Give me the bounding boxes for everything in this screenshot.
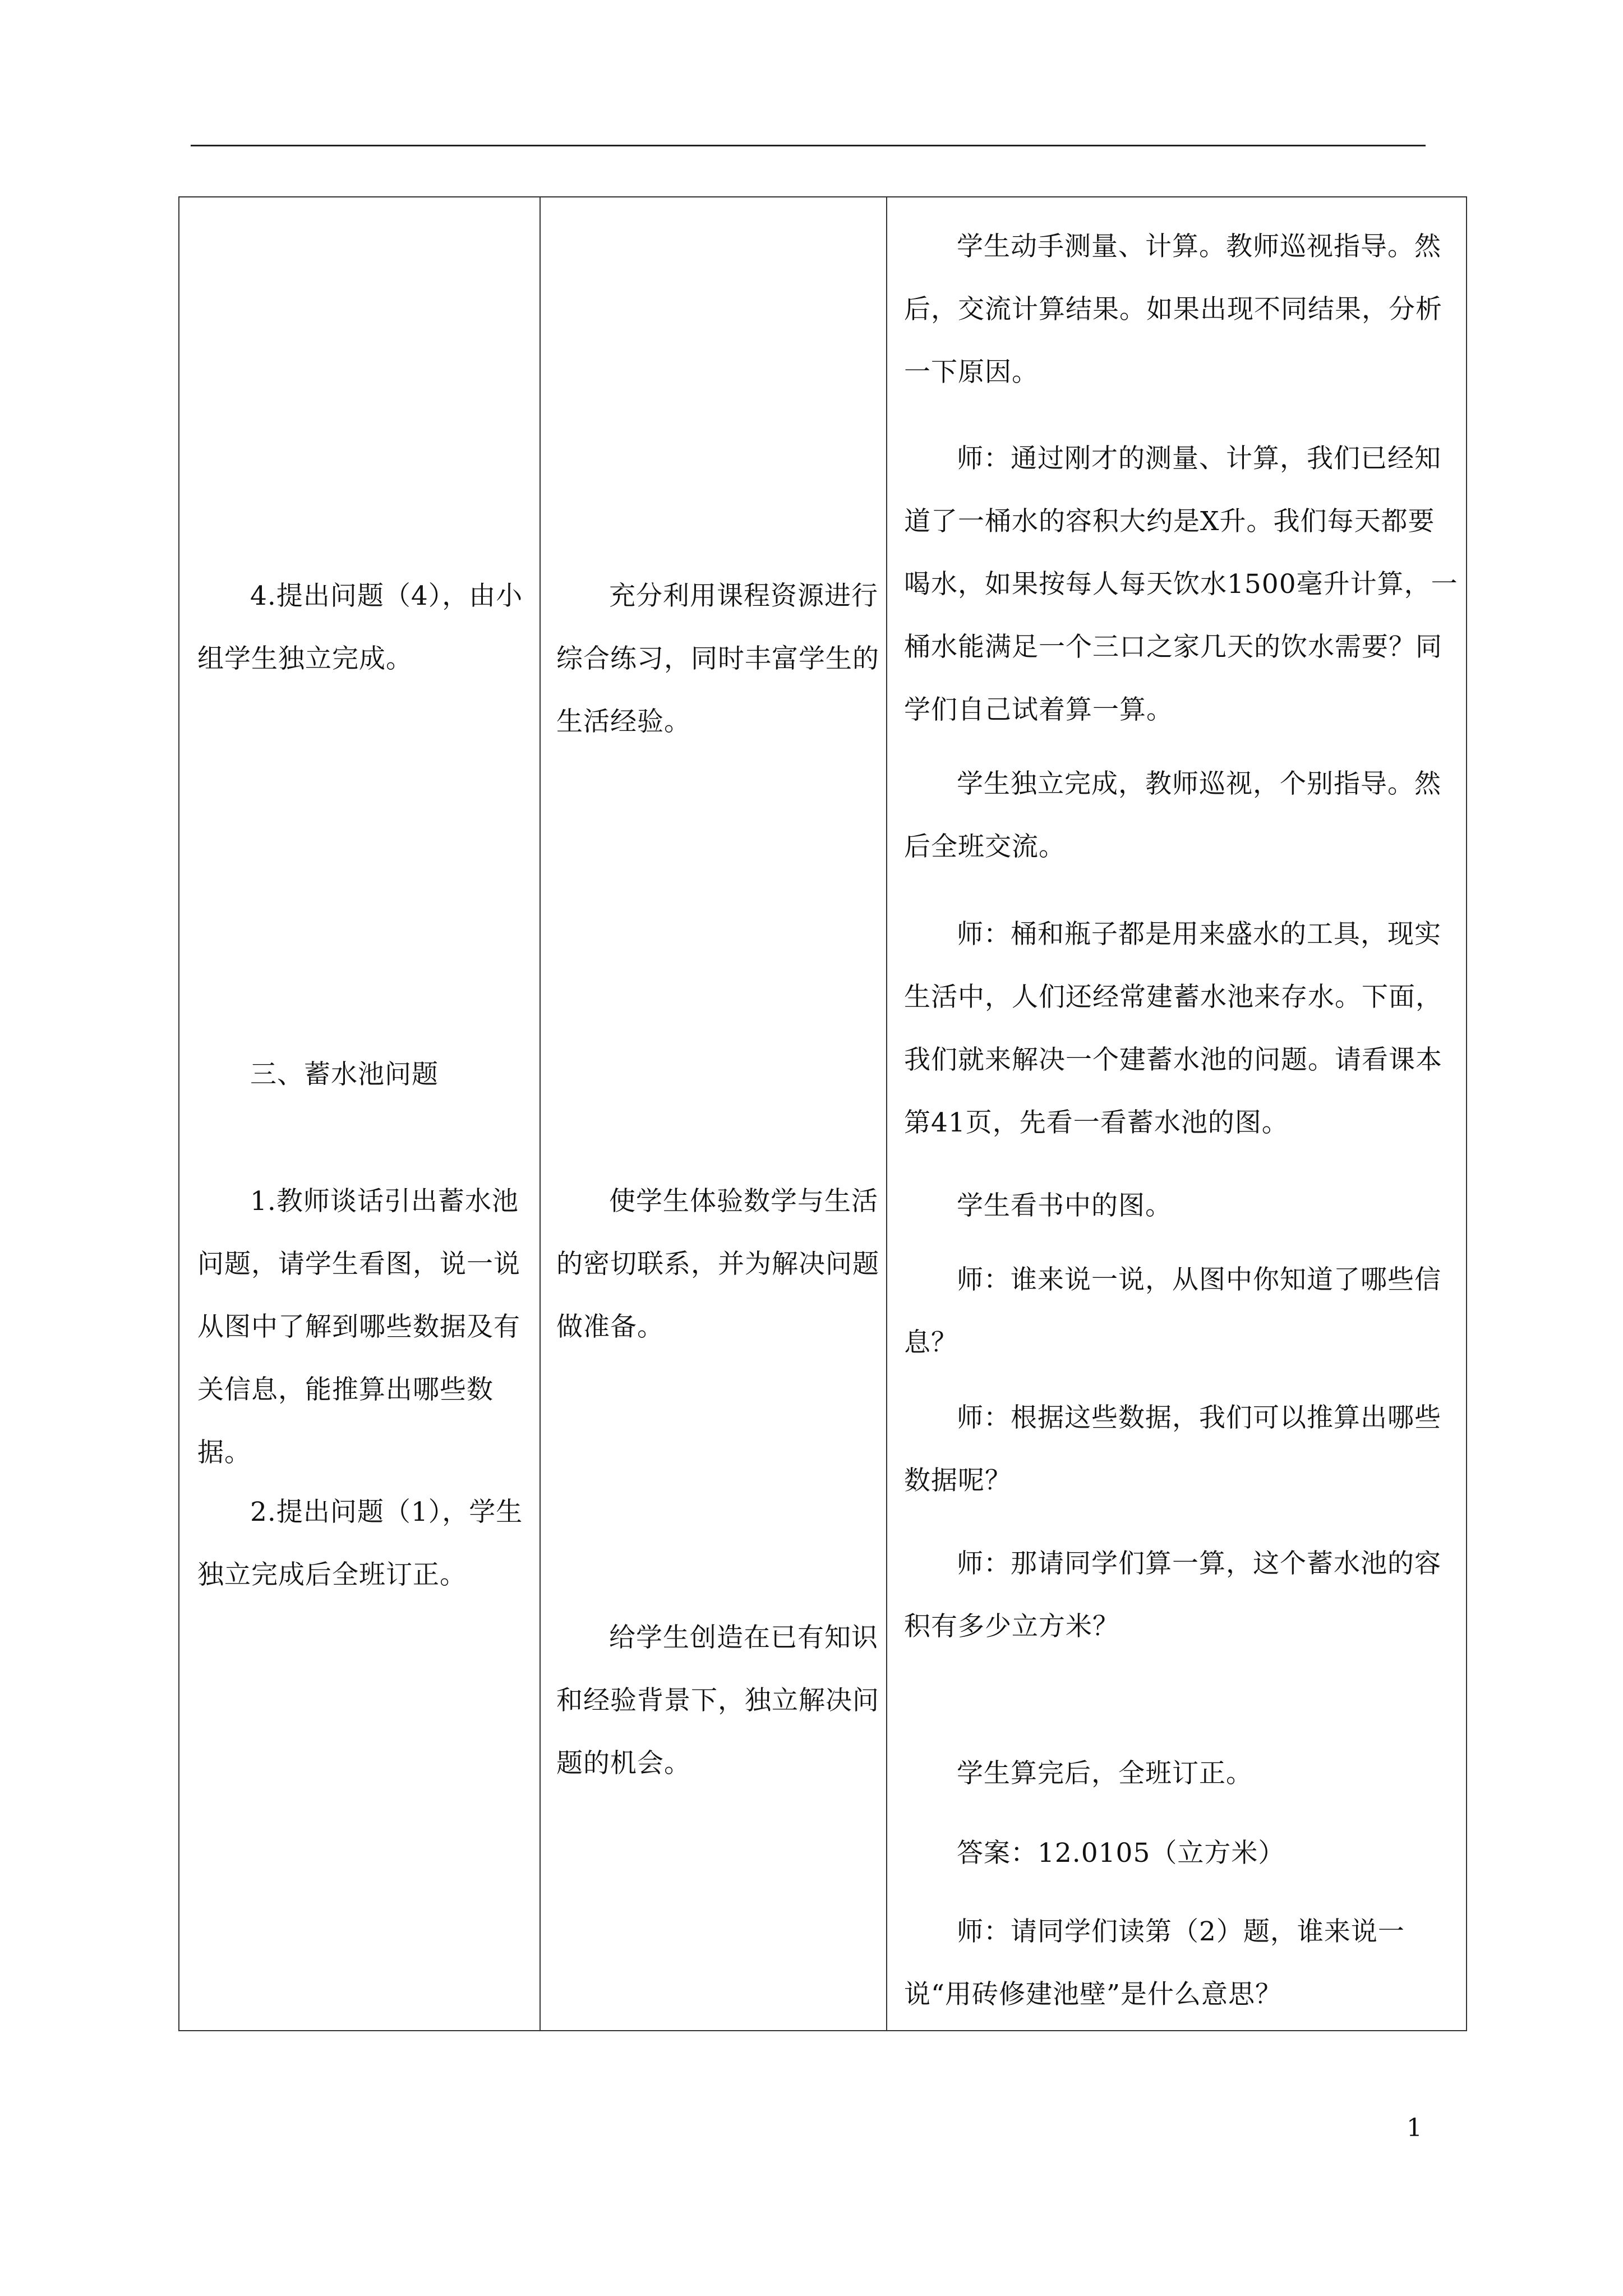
dialogue-paragraph-7: 师：根据这些数据，我们可以推算出哪些数据呢？ [904, 1402, 1441, 1496]
table-row [179, 197, 1467, 2031]
dialogue-paragraph-11: 师：请同学们读第（2）题，谁来说一说“用砖修建池壁”是什么意思？ [904, 1916, 1405, 2010]
teaching-process-column [179, 197, 540, 2031]
design-intent-column [540, 197, 887, 2031]
page-number: 1 [1407, 2114, 1422, 2142]
dialogue-paragraph-8: 师：那请同学们算一算，这个蓄水池的容积有多少立方米？ [904, 1548, 1441, 1642]
dialogue-paragraph-1: 学生动手测量、计算。教师巡视指导。然后，交流计算结果。如果出现不同结果，分析一下原因。 [904, 231, 1442, 388]
header-rule [191, 145, 1426, 146]
dialogue-paragraph-2: 师：通过刚才的测量、计算，我们已经知道了一桶水的容积大约是X升。我们每天都要喝水，如果按每人每天饮水1500毫升计算，一桶水能满足一个三口之家几天的饮水需要？同学们自己试着算一算。 [904, 443, 1458, 725]
section-title-reservoir: 三、蓄水池问题 [250, 1059, 439, 1090]
step-4-text: 4.提出问题（4），由小组学生独立完成。 [197, 581, 523, 674]
intent-text-3: 给学生创造在已有知识和经验背景下，独立解决问题的机会。 [556, 1622, 879, 1779]
classroom-dialogue-column [887, 197, 1467, 2031]
step-1-text: 1.教师谈话引出蓄水池问题，请学生看图，说一说从图中了解到哪些数据及有关信息，能推算出哪些数据。 [197, 1186, 520, 1468]
intent-text-1: 充分利用课程资源进行综合练习，同时丰富学生的生活经验。 [556, 581, 879, 737]
dialogue-paragraph-4: 师：桶和瓶子都是用来盛水的工具，现实生活中，人们还经常建蓄水池来存水。下面，我们就来解决一个建蓄水池的问题。请看课本第41页，先看一看蓄水池的图。 [904, 919, 1442, 1138]
dialogue-paragraph-6: 师：谁来说一说，从图中你知道了哪些信息？ [904, 1264, 1441, 1358]
dialogue-paragraph-10: 答案：12.0105（立方米） [957, 1838, 1285, 1869]
dialogue-paragraph-5: 学生看书中的图。 [957, 1190, 1172, 1221]
lesson-plan-table [178, 196, 1467, 2031]
dialogue-paragraph-3: 学生独立完成，教师巡视，个别指导。然后全班交流。 [904, 769, 1441, 862]
step-2-text: 2.提出问题（1），学生独立完成后全班订正。 [197, 1497, 523, 1590]
intent-text-2: 使学生体验数学与生活的密切联系，并为解决问题做准备。 [556, 1186, 879, 1342]
dialogue-paragraph-9: 学生算完后，全班订正。 [957, 1758, 1253, 1789]
